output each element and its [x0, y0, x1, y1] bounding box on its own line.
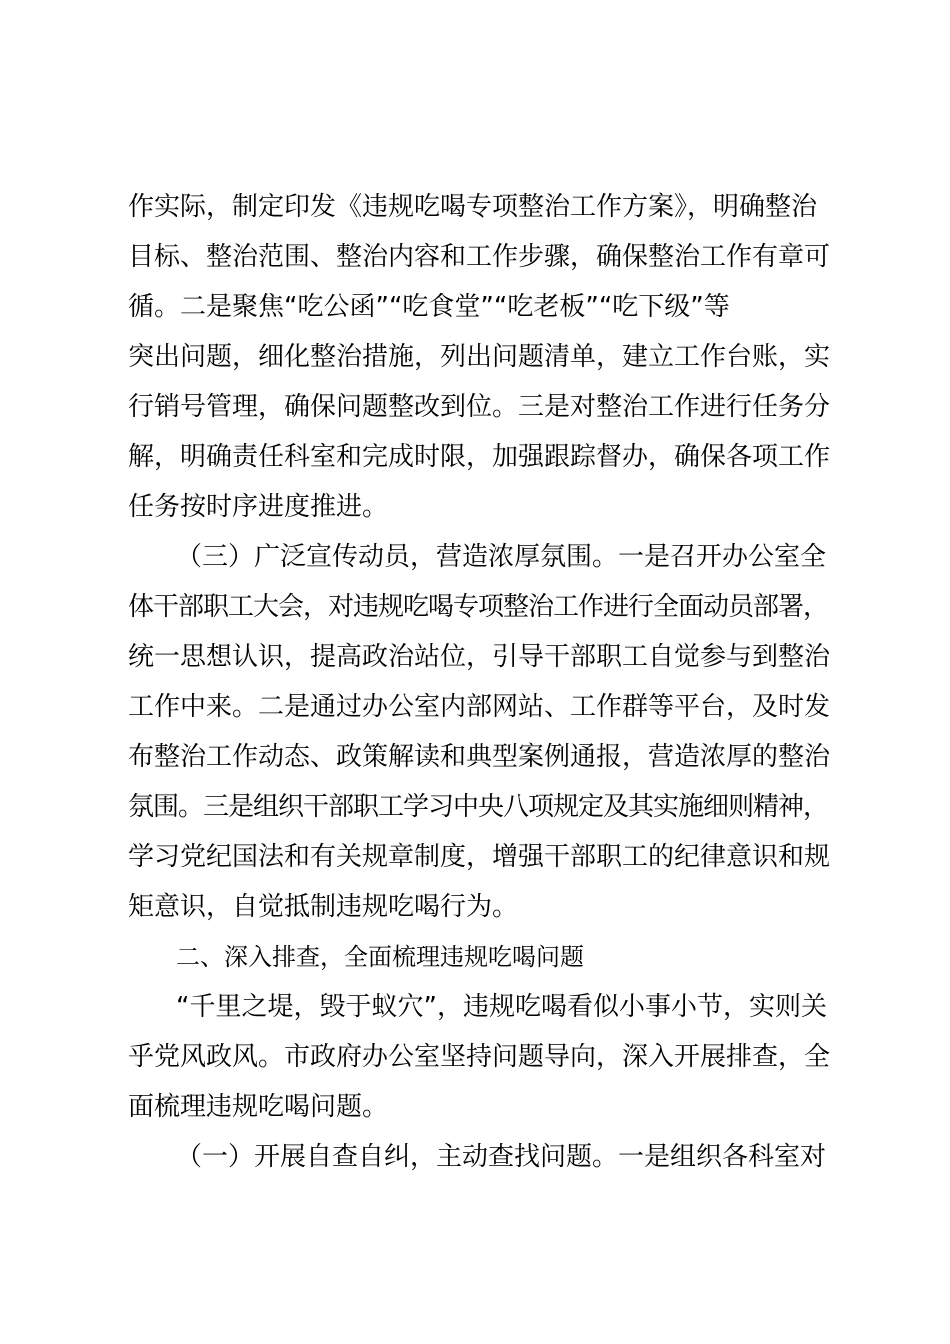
text-line: 乎党风政风。市政府办公室坚持问题导向，深入开展排查，全: [128, 1042, 831, 1072]
text-line: 矩意识，自觉抵制违规吃喝行为。: [128, 892, 519, 922]
paragraph-start-line: （一）开展自查自纠，主动查找问题。一是组织各科室对: [176, 1142, 827, 1172]
text-line: 工作中来。二是通过办公室内部网站、工作群等平台，及时发: [128, 692, 831, 722]
text-line: 目标、整治范围、整治内容和工作步骤，确保整治工作有章可: [128, 242, 831, 272]
paragraph-start-line: （三）广泛宣传动员，营造浓厚氛围。一是召开办公室全: [176, 542, 827, 572]
text-line: 统一思想认识，提高政治站位，引导干部职工自觉参与到整治: [128, 642, 831, 672]
text-line: 面梳理违规吃喝问题。: [128, 1092, 389, 1122]
document-body: [128, 182, 834, 1182]
text-line: 循。二是聚焦“吃公函”“吃食堂”“吃老板”“吃下级”等: [128, 292, 730, 322]
section-heading: 二、深入排查，全面梳理违规吃喝问题: [176, 943, 584, 971]
text-line: 任务按时序进度推进。: [128, 492, 389, 522]
text-line: 行销号管理，确保问题整改到位。三是对整治工作进行任务分: [128, 392, 831, 422]
paragraph-start-line: “千里之堤，毁于蚁穴”，违规吃喝看似小事小节，实则关: [176, 992, 827, 1022]
text-line: 突出问题，细化整治措施，列出问题清单，建立工作台账，实: [128, 342, 831, 372]
text-line: 学习党纪国法和有关规章制度，增强干部职工的纪律意识和规: [128, 842, 831, 872]
text-line: 氛围。三是组织干部职工学习中央八项规定及其实施细则精神，: [128, 792, 829, 822]
text-line: 作实际，制定印发《违规吃喝专项整治工作方案》，明确整治: [128, 192, 818, 222]
text-line: 体干部职工大会，对违规吃喝专项整治工作进行全面动员部署，: [128, 592, 829, 622]
text-line: 布整治工作动态、政策解读和典型案例通报，营造浓厚的整治: [128, 742, 831, 772]
text-line: 解，明确责任科室和完成时限，加强跟踪督办，确保各项工作: [128, 442, 831, 472]
